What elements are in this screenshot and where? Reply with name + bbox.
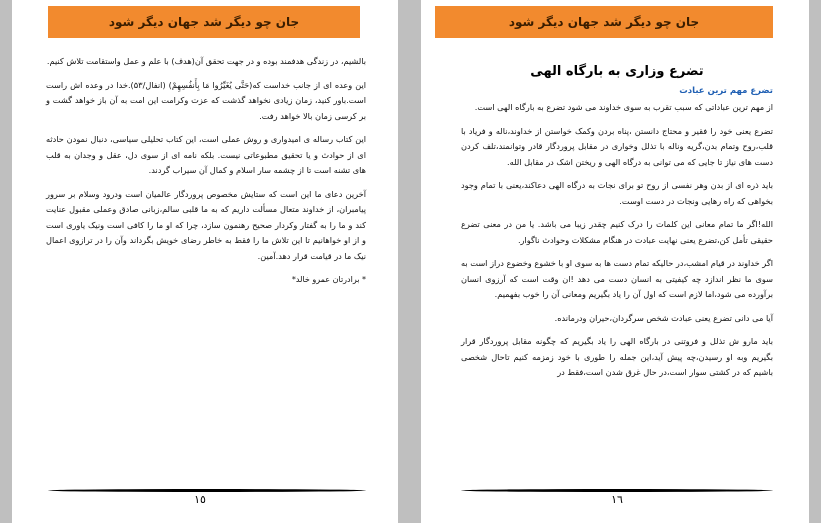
- left-page: [12, 0, 398, 523]
- right-paragraph-6: آیا می دانی تضرع یعنی عبادت شخص سرگردان،حیران ودرمانده.: [554, 312, 773, 323]
- right-page-number: ١٦: [611, 493, 623, 506]
- section-title: تضرع وزاری به بارگاه الهی: [530, 64, 704, 79]
- right-paragraph-7: باید مارو ش تذلل و فروتنی در بارگاه الهی را یاد بگیریم که چگونه مقابل پروردگار قرار بگیریم وبه او رسیدن،چه پیش آید،این جمله را طوری با خود زمزمه کنیم تاحال شخصی باشیم که در کشتی سوار است،در حال غرق شدن است،فقط در: [461, 336, 773, 377]
- left-paragraph-3: این کتاب رساله ی امیدواری و روش عملی است، این کتاب تحلیلی سیاسی، دنبال نمودن حادثه ای از حوادث و یا تحقیق مطبوعاتی نیست. بلکه نامه ای از سوی دل، عقل و وجدان به قلب های تشنه است تا از چشمه سار اسلام و کمال آن سیراب گردند.: [46, 134, 366, 175]
- left-page-number: ١٥: [194, 493, 206, 506]
- left-footer-divider: [48, 489, 366, 492]
- left-paragraph-1: بالشیم، در زندگی هدفمند بوده و در جهت تحقق آن(هدف) با علم و عمل واستقامت تلاش کنیم.: [46, 56, 366, 66]
- section-subtitle: تضرع مهم ترین عبادت: [679, 86, 773, 96]
- right-paragraph-2: تضرع یعنی خود را فقیر و محتاج دانستن ،پناه بردن وکمک خواستن از خداوند،ناله و فریاد با قلب،روح وتمام بدن،گریه وناله با تذلل وخواری در مقابل پروردگار قادر وتوانمند،تلف کردن دست های نیاز تا جایی که می توانی به درگاه الهی و ریختن اشک در مقابل الله.: [461, 125, 773, 167]
- left-header-title: جان چو دیگر شد جهان دیگر شود: [108, 15, 300, 29]
- right-paragraph-1: از مهم ترین عباداتی که سبب تقرب به سوی خداوند می شود تضرع به بارگاه الهی است.: [474, 102, 773, 112]
- right-header-title: جان چو دیگر شد جهان دیگر شود: [508, 15, 700, 29]
- right-page: [421, 0, 809, 523]
- left-paragraph-4: آخرین دعای ما این است که ستایش مخصوص پروردگار عالمیان است ودرود وسلام بر سرور پیامبران، از خداوند متعال مسألت داریم که به ما قلبی سالم،زبانی صادق وعملی مقبول عنایت کند و ما را به گفتار وکردار صحیح رهنمون سازد، چرا که او ما را کافی است ونیک یاوری است و از او خواهانیم تا این تلاش ما را فقط به خاطر رضای خویش بگرداند وآن را در ترازوی اعمال نیک ما در قیامت قرار دهد.آمین.: [46, 188, 366, 261]
- right-page-header: [435, 6, 773, 38]
- left-paragraph-2: این وعده ای از جانب خداست که(حَتَّى يُغَيِّرُوا مَا بِأَنفُسِهِمْ) (انفال/۵۳).خدا در وعده اش راست است.باور کنید، زمان زیادی نخواهد گذشت که عزت وکرامت این امت به آن باز خواهد گشت و بر کرسی زمان بالا خواهد رفت.: [46, 79, 367, 121]
- left-page-header: [48, 6, 360, 38]
- right-paragraph-3: باید ذره ای از بدن وهر نفسی از روح تو برای نجات به درگاه الهی دعاکند،یعنی با تمام وجود بخواهی که راه رهایی ونجات در دست اوست.: [461, 180, 773, 206]
- author-signature: * برادرتان عمرو خالد*: [291, 275, 366, 284]
- right-paragraph-4: الله!اگر ما تمام معانی این کلمات را درک کنیم چقدر زیبا می باشد. یا من در معنی تضرع حقیقی تأمل کن،تضرع یعنی نهایت عبادت در هنگام مشکلات وحوادث ناگوار.: [461, 219, 773, 245]
- right-footer-divider: [461, 489, 773, 492]
- right-page-body: [461, 100, 773, 389]
- right-paragraph-5: اگر خداوند در قیام امشب،در حالیکه تمام دست ها به سوی او با خشوع وخضوع دراز است به سوی ما نظر اندازد چه کیفیتی به انسان دست می دهد !ان وقت است که آرزوی انسان برآورده می شود،اما لازم است که اول آن را یاد بگیریم ومعانی آن را خوب بفهمیم.: [461, 258, 773, 299]
- left-page-body: [46, 54, 366, 296]
